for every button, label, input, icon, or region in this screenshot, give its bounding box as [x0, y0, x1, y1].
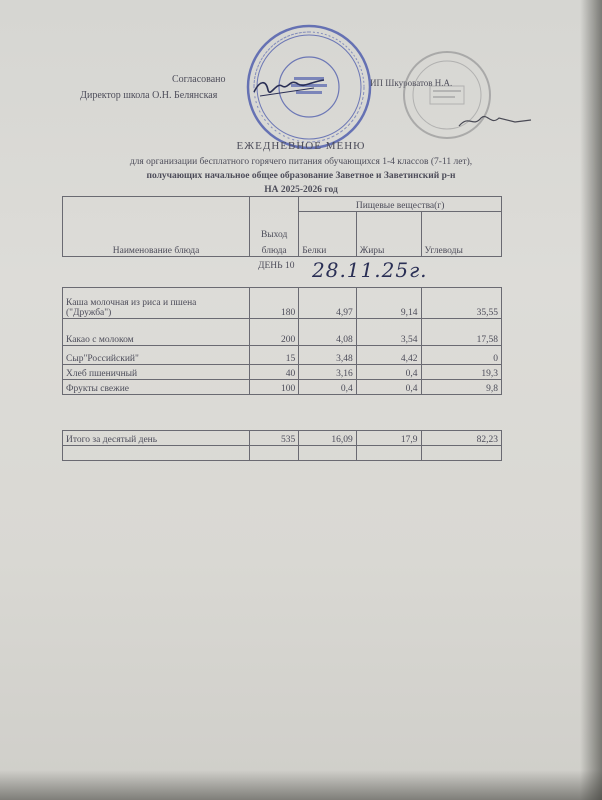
- document-subtitle-3: НА 2025-2026 год: [264, 185, 338, 195]
- approval-block-right: ИП Шкуроватов Н.А.: [370, 78, 453, 88]
- menu-item-protein: 3,48: [299, 346, 356, 365]
- menu-row: [63, 365, 502, 380]
- menu-item-carbs: 35,55: [421, 288, 502, 319]
- header-nutrients: Пищевые вещества(г): [299, 197, 502, 212]
- document-title: ЕЖЕДНЕВНОЕ МЕНЮ: [236, 140, 366, 152]
- menu-row: [63, 380, 502, 395]
- page-shadow-right: [580, 0, 602, 800]
- total-carbs: 82,23: [421, 431, 502, 446]
- menu-item-protein: 0,4: [299, 380, 356, 395]
- menu-item-protein: 4,08: [299, 319, 356, 346]
- total-table: [62, 430, 502, 461]
- menu-item-name: [63, 346, 250, 365]
- menu-item-fat: 3,54: [356, 319, 421, 346]
- menu-item-name-line2: ("Дружба"): [66, 308, 112, 318]
- menu-item-name-line1: Хлеб пшеничный: [66, 369, 138, 379]
- menu-item-name: [63, 365, 250, 380]
- menu-item-carbs: 0: [421, 346, 502, 365]
- menu-item-yield: 40: [250, 365, 299, 380]
- menu-item-yield: 100: [250, 380, 299, 395]
- total-fat: 17,9: [356, 431, 421, 446]
- header-protein: Белки: [299, 212, 356, 257]
- menu-item-name-line1: Фрукты свежие: [66, 384, 130, 394]
- page-shadow-bottom: [0, 770, 602, 800]
- menu-item-fat: 0,4: [356, 380, 421, 395]
- menu-header-table: [62, 196, 502, 257]
- menu-item-carbs: 9,8: [421, 380, 502, 395]
- empty-row: [63, 446, 502, 461]
- menu-table: [62, 287, 502, 395]
- menu-item-carbs: 19,3: [421, 365, 502, 380]
- menu-item-name-line1: Каша молочная из риса и пшена: [66, 298, 197, 308]
- document-subtitle-2: получающих начальное общее образование Заветное и Заветинский р-н: [146, 171, 456, 181]
- menu-row: [63, 288, 502, 319]
- menu-item-carbs: 17,58: [421, 319, 502, 346]
- total-yield: 535: [250, 431, 299, 446]
- header-yield-line1: Выход: [260, 230, 288, 240]
- empty-cell: [250, 446, 299, 461]
- menu-item-name: [63, 380, 250, 395]
- menu-item-fat: 4,42: [356, 346, 421, 365]
- director-signature-icon: [250, 72, 330, 102]
- total-protein: 16,09: [299, 431, 356, 446]
- header-carbs: Углеводы: [421, 212, 502, 257]
- empty-cell: [299, 446, 356, 461]
- approval-block-left: [72, 72, 226, 104]
- total-row: [63, 431, 502, 446]
- header-yield: [250, 197, 299, 257]
- handwritten-date: 28.11.25г.: [312, 258, 428, 282]
- empty-cell: [356, 446, 421, 461]
- total-label: Итого за десятый день: [63, 431, 250, 446]
- menu-item-protein: 4,97: [299, 288, 356, 319]
- approval-agreed-label: Согласовано: [172, 74, 226, 85]
- menu-item-fat: 0,4: [356, 365, 421, 380]
- header-dish: Наименование блюда: [63, 197, 250, 257]
- menu-row: [63, 319, 502, 346]
- day-label: ДЕНЬ 10: [258, 261, 295, 271]
- menu-item-name-line1: Сыр"Российский": [66, 354, 139, 364]
- menu-row: [63, 346, 502, 365]
- menu-item-yield: 180: [250, 288, 299, 319]
- empty-cell: [421, 446, 502, 461]
- approval-director-name: Директор школа О.Н. Белянская: [80, 90, 218, 101]
- menu-item-name-line1: Какао с молоком: [66, 335, 134, 345]
- supplier-signature-icon: [455, 104, 535, 134]
- menu-item-name: [63, 319, 250, 346]
- menu-item-fat: 9,14: [356, 288, 421, 319]
- empty-cell: [63, 446, 250, 461]
- menu-item-name: [63, 288, 250, 319]
- menu-item-yield: 15: [250, 346, 299, 365]
- menu-item-yield: 200: [250, 319, 299, 346]
- menu-item-protein: 3,16: [299, 365, 356, 380]
- document-subtitle-1: для организации бесплатного горячего питания обучающихся 1-4 классов (7-11 лет),: [129, 157, 473, 167]
- header-yield-line2: блюда: [261, 246, 287, 256]
- header-fat: Жиры: [356, 212, 421, 257]
